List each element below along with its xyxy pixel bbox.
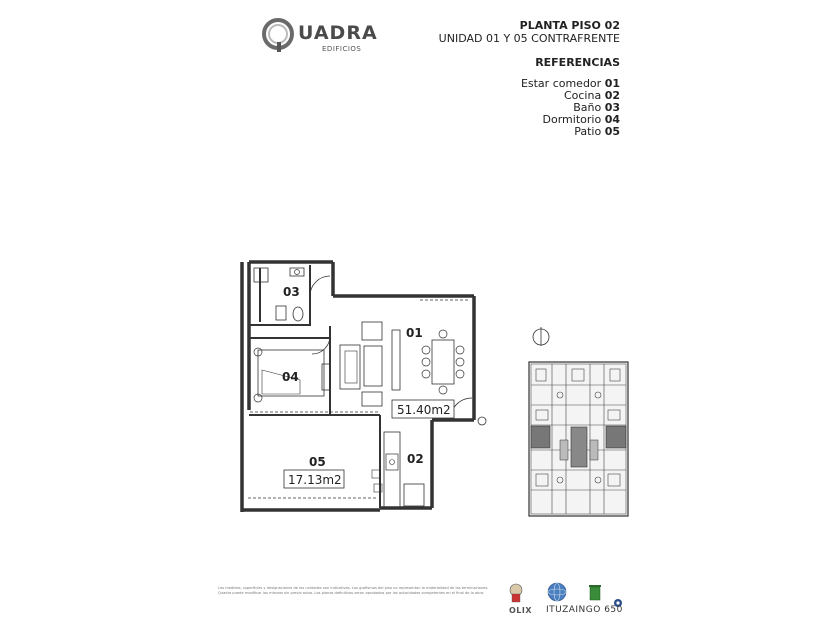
footer-address: ITUZAINGO 650: [546, 605, 623, 615]
room-03-label: 03: [283, 285, 300, 299]
footer-brand: OLIX: [509, 606, 533, 615]
plan-title: PLANTA PISO 02: [519, 19, 620, 32]
reference-item: Baño 03: [573, 101, 620, 114]
room-05-label: 05: [309, 455, 326, 469]
reference-item: Cocina 02: [563, 89, 620, 102]
reference-item: Estar comedor 01: [520, 77, 620, 90]
legal-disclaimer: Las medidas, superficies y designaciones de las unidades son indicativas. Los grafismos del piso no representan la materialidad de las terminaciones. Quadra puede modificar los mismos sin previo aviso. Los planos definitivos seran aprobados por las autoridades competentes en el final de la obra.: [218, 586, 489, 595]
unit-title: UNIDAD 01 Y 05 CONTRAFRENTE: [438, 31, 620, 45]
footer-olix-icon: [510, 584, 522, 602]
north-arrow-icon: [533, 327, 549, 346]
room-01-label: 01: [406, 326, 423, 340]
globe-icon: [548, 583, 566, 601]
area-01: 51.40m2: [397, 403, 451, 417]
room-04-label: 04: [282, 370, 299, 384]
reference-item: Patio 05: [574, 125, 620, 138]
room-02-label: 02: [407, 452, 424, 466]
key-plan: [529, 362, 628, 516]
references-title: REFERENCIAS: [535, 56, 620, 69]
trash-bin-icon: [589, 585, 601, 600]
reference-item: Dormitorio 04: [542, 113, 620, 126]
brand-subtitle: EDIFICIOS: [322, 45, 362, 53]
brand-name: UADRA: [298, 22, 378, 44]
area-05: 17.13m2: [288, 473, 342, 487]
